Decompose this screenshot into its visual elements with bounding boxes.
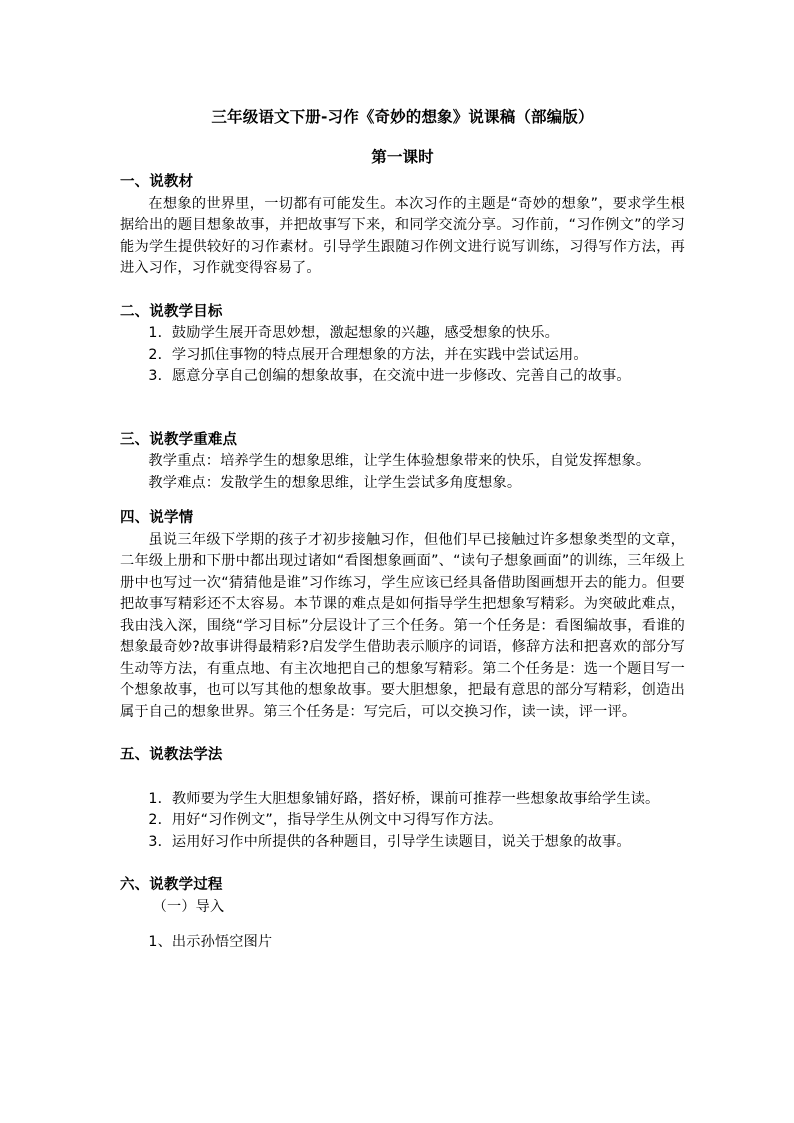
section-students-paragraph: 虽说三年级下学期的孩子才初步接触习作，但他们早已接触过许多想象类型的文章，二年级上册和下册中都出现过诸如“看图想象画面”、“读句子想象画面”的训练，三年级上册中也写过一次“猜猜他是谁”习作练习，学生应该已经具备借助图画想开去的能力。但要把故事写精彩还不太容易。本节课的难点是如何指导学生把想象写精彩。为突破此难点，我由浅入深，围绕“学习目标”分层设计了三个任务。第一个任务是：看图编故事，看谁的想象最奇妙?故事讲得最精彩?启发学生借助表示顺序的词语，修辞方法和把喜欢的部分写生动等方法，有重点地、有主次地把自己的想象写精彩。第二个任务是：选一个题目写一个想象故事，也可以写其他的想象故事。要大胆想象，把最有意思的部分写精彩，创造出属于自己的想象世界。第三个任务是：写完后，可以交换习作，读一读，评一评。 — [120, 531, 685, 720]
section-heading-methods: 五、说教法学法 — [120, 747, 223, 763]
key-point-paragraph: 教学重点：培养学生的想象思维，让学生体验想象带来的快乐，自觉发挥想象。 — [148, 453, 651, 469]
objective-item: 2．学习抓住事物的特点展开合理想象的方法，并在实践中尝试运用。 — [148, 346, 588, 363]
method-item: 2．用好“习作例文”，指导学生从例文中习得写作方法。 — [148, 812, 503, 828]
section-textbook-paragraph: 在想象的世界里，一切都有可能发生。本次习作的主题是“奇妙的想象”，要求学生根据给出的题目想象故事，并把故事写下来，和同学交流分享。习作前，“习作例文”的学习能为学生提供较好的习作素材。引导学生跟随习作例文进行说写训练，习得写作方法，再进入习作，习作就变得容易了。 — [120, 195, 685, 276]
difficulty-paragraph: 教学难点：发散学生的想象思维，让学生尝试多角度想象。 — [148, 474, 522, 491]
objective-item: 1．鼓励学生展开奇思妙想，激起想象的兴趣，感受想象的快乐。 — [148, 325, 560, 341]
document-title: 三年级语文下册-习作《奇妙的想象》说课稿（部编版） — [211, 108, 594, 126]
lesson-subtitle: 第一课时 — [371, 148, 434, 166]
process-step: 1、出示孙悟空图片 — [148, 934, 273, 950]
section-heading-key-points: 三、说教学重难点 — [120, 431, 238, 448]
objective-item: 3．愿意分享自己创编的想象故事，在交流中进一步修改、完善自己的故事。 — [148, 368, 631, 384]
process-subheading: （一）导入 — [152, 898, 225, 915]
section-heading-students: 四、说学情 — [120, 510, 194, 526]
method-item: 3．运用好习作中所提供的各种题目，引导学生读题目，说关于想象的故事。 — [148, 833, 631, 850]
section-heading-textbook: 一、说教材 — [120, 174, 194, 190]
section-heading-process: 六、说教学过程 — [120, 877, 223, 893]
document-body — [120, 106, 685, 954]
method-item: 1．教师要为学生大胆想象铺好路，搭好桥，课前可推荐一些想象故事给学生读。 — [148, 790, 660, 807]
section-heading-objectives: 二、说教学目标 — [120, 303, 223, 320]
